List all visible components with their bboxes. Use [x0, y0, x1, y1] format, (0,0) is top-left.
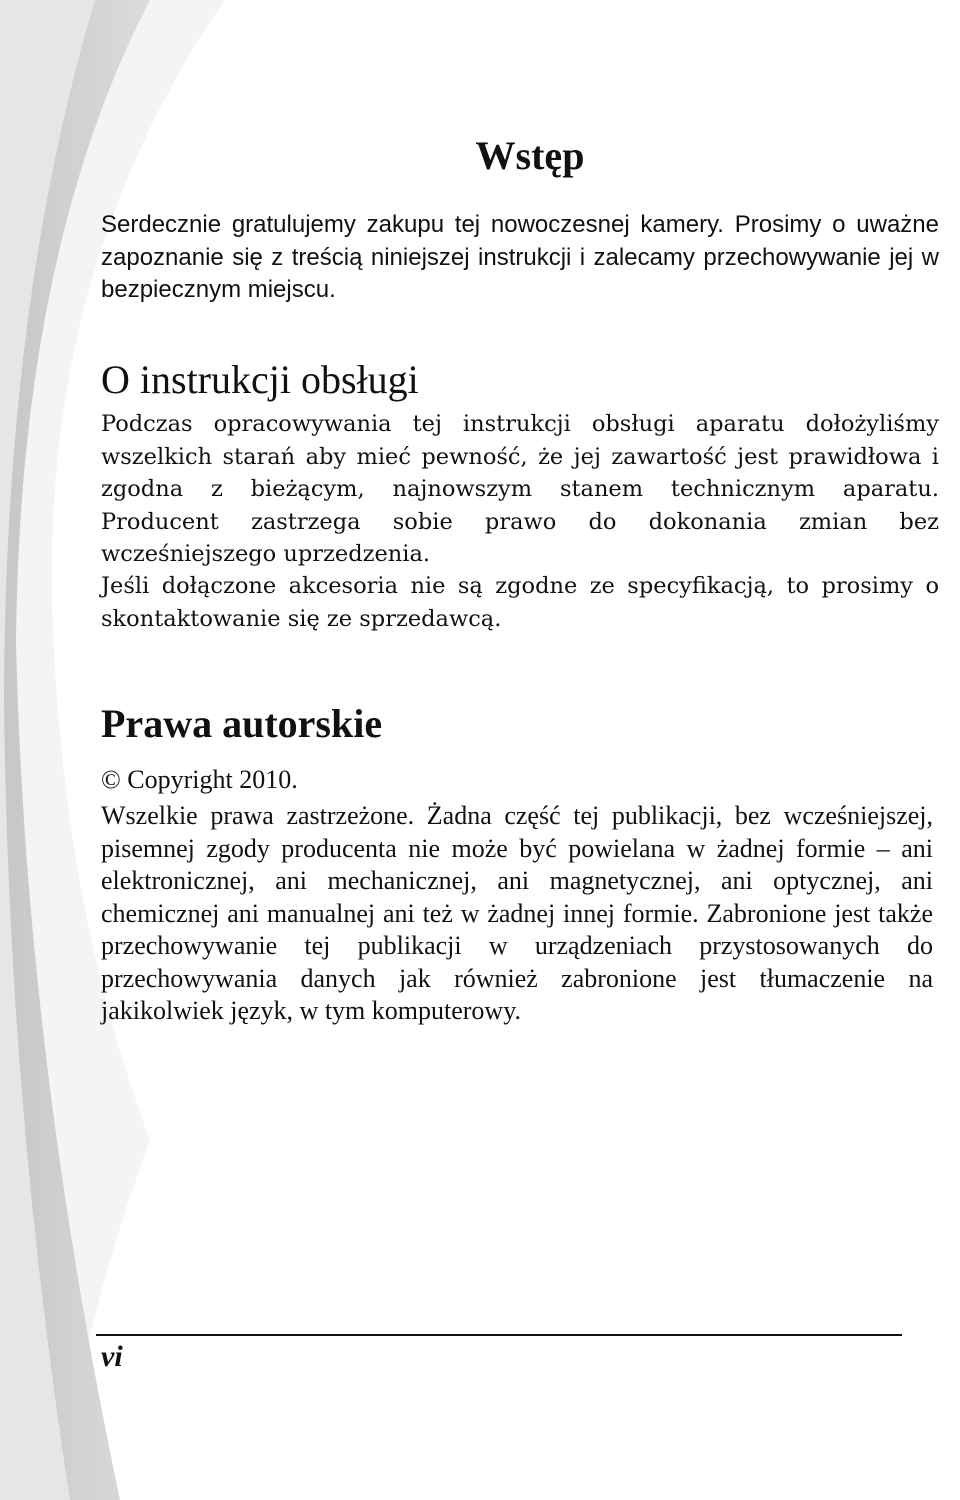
- footer-rule: [96, 1334, 902, 1336]
- copyright-line: © Copyright 2010.: [101, 765, 298, 794]
- manual-section-heading: O instrukcji obsługi: [101, 357, 419, 402]
- manual-paragraph-1: Podczas opracowywania tej instrukcji obsługi aparatu dołożyliśmy wszelkich starań aby mieć pewność, że jej zawartość jest prawidłowa i zgodna z bieżącym, najnowszym stanem technicznym aparatu. Producent zastrzega sobie prawo do dokonania zmian bez wcześniejszego uprzedzenia.: [101, 411, 939, 567]
- copyright-section-heading: Prawa autorskie: [101, 701, 383, 746]
- intro-paragraph: Serdecznie gratulujemy zakupu tej nowoczesnej kamery. Prosimy o uważne zapoznanie się z treścią niniejszej instrukcji i zalecamy przechowywanie jej w bezpiecznym miejscu.: [101, 211, 939, 303]
- page-title: Wstęp: [475, 133, 585, 178]
- manual-paragraph-2: Jeśli dołączone akcesoria nie są zgodne ze specyfikacją, to prosimy o skontaktowanie się ze sprzedawcą.: [101, 573, 939, 632]
- page-number: vi: [101, 1340, 123, 1373]
- copyright-body: Wszelkie prawa zastrzeżone. Żadna część tej publikacji, bez wcześniejszej, pisemnej zgody producenta nie może być powielana w żadnej formie – ani elektronicznej, ani mechanicznej, ani magnetycznej, ani optycznej, ani chemicznej ani manualnej ani też w żadnej innej formie. Zabronione jest także przechowywanie tej publikacji w urządzeniach przystosowanych do przechowywania danych jak również zabronione jest tłumaczenie na jakikolwiek język, w tym komputerowy.: [101, 801, 933, 1025]
